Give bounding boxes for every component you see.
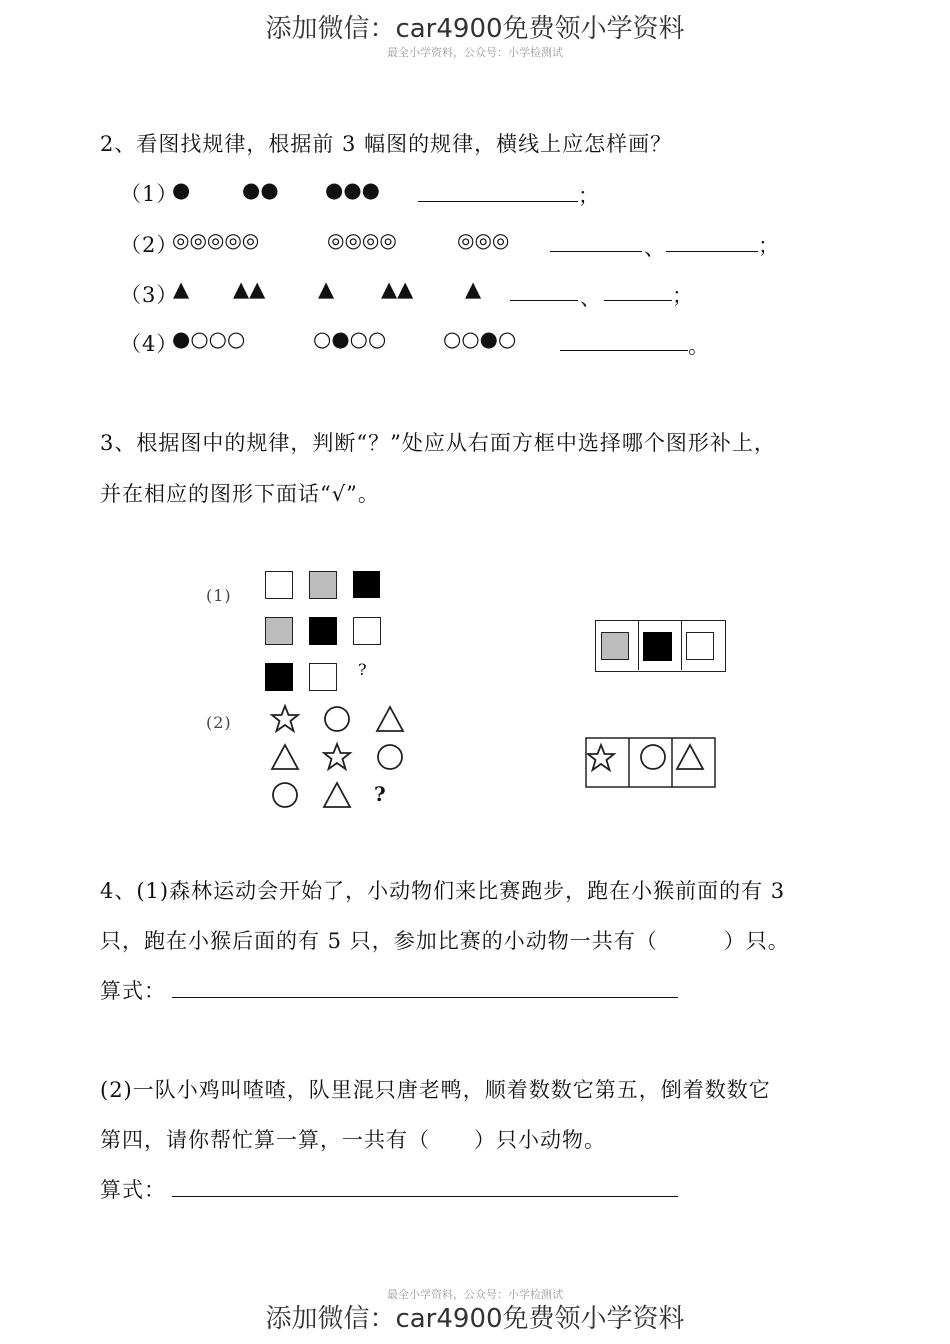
q2-row1-group3: ●●● xyxy=(325,178,380,202)
grid2-r1c3-triangle-icon xyxy=(377,707,403,731)
q4-p2-line2: 第四，请你帮忙算一算，一共有（ ）只小动物。 xyxy=(100,1128,606,1152)
q4-formula2-blank[interactable] xyxy=(172,1196,678,1197)
q2-row1-label: （1） xyxy=(120,182,179,206)
q2-row3-group3: ▲ xyxy=(318,277,335,301)
q4-line1: 4、(1)森林运动会开始了，小动物们来比赛跑步，跑在小猴前面的有 3 xyxy=(100,879,786,903)
q3-line1: 3、根据图中的规律，判断“？”处应从右面方框中选择哪个图形补上， xyxy=(100,431,776,455)
q2-row1-end: ； xyxy=(578,184,600,208)
q2-title: 2、看图找规律，根据前 3 幅图的规律，横线上应怎样画？ xyxy=(100,132,673,156)
bottom-watermark: 添加微信：car4900免费领小学资料 xyxy=(265,1304,685,1334)
bottom-faint-text: 最全小学资料，公众号：小学检测试 xyxy=(387,1288,563,1301)
q2-row3-group1: ▲ xyxy=(173,277,190,301)
grid2-r1c2-circle-icon xyxy=(325,707,349,731)
grid2-r3c2-triangle-icon xyxy=(324,783,350,807)
q2-row4-group1: ●○○○ xyxy=(172,327,246,351)
grid2-question-mark: ? xyxy=(374,782,387,806)
q4-p2-line1: (2)一队小鸡叫喳喳，队里混只唐老鸭，顺着数数它第五，倒着数数它 xyxy=(100,1078,771,1102)
option2-circle-icon xyxy=(641,745,665,769)
q2-row3-group5: ▲ xyxy=(465,277,482,301)
q2-row3-group4: ▲▲ xyxy=(381,277,414,301)
q2-row4-end: 。 xyxy=(688,334,710,358)
q2-row2-group1: ◎◎◎◎◎ xyxy=(172,228,260,252)
q2-row2-group3: ◎◎◎ xyxy=(457,228,510,252)
option2-star-icon xyxy=(588,745,614,770)
grid2-r3c1-circle-icon xyxy=(273,783,297,807)
q2-row2-sep: 、 xyxy=(644,236,666,260)
q2-row3-group2: ▲▲ xyxy=(233,277,266,301)
q3-p2-label: (2) xyxy=(206,713,232,732)
grid2-r2c1-triangle-icon xyxy=(272,745,298,769)
q2-row3-sep: 、 xyxy=(580,286,602,310)
q2-row1-group2: ●● xyxy=(242,178,279,202)
q4-formula2-label: 算式： xyxy=(100,1178,166,1202)
grid2-r2c2-star-icon xyxy=(324,744,350,769)
grid1-question-mark: ? xyxy=(358,660,368,679)
q2-row4-label: （4） xyxy=(120,332,179,356)
q4-formula-blank[interactable] xyxy=(172,997,678,998)
q2-row3-end: ； xyxy=(672,284,694,308)
q4-line2: 只，跑在小猴后面的有 5 只，参加比赛的小动物一共有（ ）只。 xyxy=(100,929,790,953)
option2-triangle-icon xyxy=(677,745,703,769)
q3-p1-label: (1) xyxy=(206,586,232,605)
q2-row1-group1: ● xyxy=(172,178,191,202)
q4-formula-label: 算式： xyxy=(100,979,166,1003)
q2-row4-group2: ○●○○ xyxy=(313,327,387,351)
q3-line2: 并在相应的图形下面话“√”。 xyxy=(100,482,380,506)
q2-row2-label: （2） xyxy=(120,233,179,257)
grid2-r2c3-circle-icon xyxy=(378,745,402,769)
grid2-r1c1-star-icon xyxy=(272,706,298,731)
top-watermark: 添加微信：car4900免费领小学资料 xyxy=(265,14,685,44)
q2-row3-label: （3） xyxy=(120,283,179,307)
q2-row4-group3: ○○●○ xyxy=(443,327,517,351)
q2-row2-group2: ◎◎◎◎ xyxy=(327,228,397,252)
q2-row2-end: ； xyxy=(758,234,780,258)
top-faint-text: 最全小学资料，公众号：小学检测试 xyxy=(387,46,563,59)
